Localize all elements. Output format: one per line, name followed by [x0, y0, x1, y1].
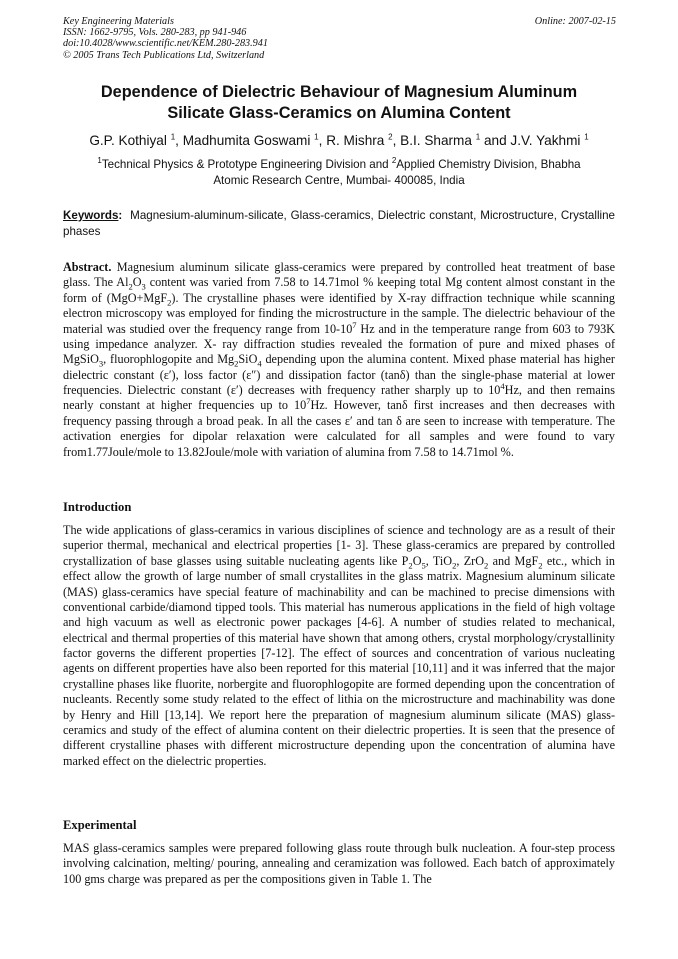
- author-list: [63, 132, 615, 149]
- abstract-text: , fluorophlogopite and Mg: [103, 352, 235, 367]
- intro-text: etc., which in effect allow the growth of large number of small crystallites in the glass matrix. Magnesium aluminum silicate (MAS) glass-ceramics have special feature of machinability and can be machined to precise dimensions with conventional carbide/diamond tipped tools. This material has numerous applications in the field of high voltage and high vacuum as well as electronic power packages [4-6]. A number of studies related to mechanical, electrical and thermal properties of this material have shown that among others, crystal morphology/crystallinity factor governs the different properties [7-12]. The effect of sources and concentration of various nucleating agents on different properties have also been reported for this material [10,11] and it was inferred that the major crystalline phases like fluorite, norbergite and fluorophlogopite are formed depending upon the concentration of nucleants. Recently some study related to the effect of lithia on the microstructure and machinability was done by Henry and Hill [13,14]. We report here the preparation of magnesium aluminum silicate (MAS) glass-ceramics and study of the effect of alumina content on their dielectric properties. It is seen that the presence of different crystalline phases with different microstructure depending upon the concentration of alumina have marked effect on the dielectric properties.: [63, 553, 616, 768]
- abstract-text: Hz. However, tanδ first increases and then decreases with frequency passing through a broad peak. In all the cases ε′ and tan δ are seen to increase with temperature. The activation energies for dipolar relaxation were calculated for all samples and were found to vary from1.77Joule/mole to 13.82Joule/mole with variation of alumina from 7.58 to 14.71mol %.: [63, 398, 615, 459]
- author-name: J.V. Yakhmi: [510, 133, 581, 148]
- author-affil-mark: 1: [475, 132, 481, 142]
- intro-text: O: [412, 553, 422, 568]
- online-date: Online: 2007-02-15: [534, 16, 616, 27]
- copyright-line: © 2005 Trans Tech Publications Ltd, Switzerland: [63, 49, 265, 61]
- paper-title: [63, 82, 615, 124]
- author-name: G.P. Kothiyal: [89, 133, 167, 148]
- affil-text-2: Applied Chemistry Division, Bhabha: [396, 158, 581, 171]
- doi-line: doi:10.4028/www.scientific.net/KEM.280-283.941: [63, 38, 268, 50]
- abstract-text: Hz and in the temperature range from 603 to 793K using impedance analyzer. X- ray diffraction studies revealed the formation of pure and mixed phases of MgSiO: [63, 321, 615, 367]
- abstract: [63, 260, 615, 460]
- subscript: 2: [167, 297, 172, 308]
- subscript: 2: [128, 281, 133, 292]
- introduction-heading: Introduction: [63, 500, 132, 514]
- subscript: 2: [234, 358, 239, 369]
- subscript: 5: [421, 560, 426, 571]
- subscript: 2: [408, 560, 413, 571]
- superscript: 4: [500, 380, 505, 391]
- superscript: 7: [352, 319, 357, 330]
- title-line-1: Dependence of Dielectric Behaviour of Magnesium Aluminum: [100, 83, 578, 101]
- author-separator: ,: [318, 133, 327, 148]
- keywords: [63, 208, 615, 239]
- introduction-body: [63, 523, 615, 769]
- experimental-text: MAS glass-ceramics samples were prepared following glass route through bulk nucleation. A four-step process involving calcination, melting/ pouring, annealing and ceramization was followed. Each batch of approximately 100 gms charge was prepared as per the compositions given in Table 1. The: [63, 841, 615, 886]
- intro-text: The wide applications of glass-ceramics in various disciplines of science and technology are as a result of their superior thermal, mechanical and electrical properties [1- 3]. These glass-ceramics are prepared by controlled crystallization of base glasses using suitable nucleating agents like P: [63, 523, 615, 568]
- title-line-2: Silicate Glass-Ceramics on Alumina Content: [167, 104, 511, 122]
- keywords-colon: :: [118, 209, 123, 222]
- abstract-text: content was varied from 7.58 to 14.71mol % keeping total Mg content almost constant in the form of (MgO+MgF: [63, 275, 615, 305]
- subscript: 3: [141, 281, 146, 292]
- author-separator: and: [480, 133, 511, 148]
- experimental-heading: Experimental: [63, 818, 137, 832]
- affil-mark-1: 1: [97, 156, 102, 166]
- author-affil-mark: 1: [170, 132, 176, 142]
- intro-text: and MgF: [488, 553, 539, 568]
- superscript: 7: [306, 396, 311, 407]
- affil-line-2: Atomic Research Centre, Mumbai- 400085, India: [213, 173, 465, 187]
- affil-mark-2: 2: [391, 156, 397, 166]
- experimental-body: [63, 841, 615, 887]
- author-affil-mark: 1: [314, 132, 319, 142]
- author-name: R. Mishra: [326, 133, 385, 148]
- abstract-text: Hz, and then remains nearly constant at higher frequencies up to 10: [63, 383, 615, 413]
- subscript: 2: [484, 560, 489, 571]
- intro-text: , ZrO: [456, 553, 485, 568]
- issn-line: ISSN: 1662-9795, Vols. 280-283, pp 941-946: [63, 27, 247, 39]
- abstract-text: O: [132, 275, 142, 290]
- journal-name: Key Engineering Materials: [63, 16, 174, 27]
- author-name: B.I. Sharma: [400, 133, 472, 148]
- subscript: 2: [452, 560, 457, 571]
- keywords-label: Keywords: [63, 209, 119, 222]
- subscript: 4: [257, 358, 262, 369]
- abstract-text: depending upon the alumina content. Mixed phase material has higher dielectric constant (ε′), loss factor (ε″) and dissipation factor (tanδ) than the single-phase material at lower frequencies. Dielectric constant (ε′) decreases with frequency rather sharply up to 10: [63, 352, 615, 397]
- abstract-text: SiO: [238, 352, 258, 367]
- affil-text-1: Technical Physics & Prototype Engineering Division and: [101, 158, 392, 171]
- keywords-text: Magnesium-aluminum-silicate, Glass-ceramics, Dielectric constant, Microstructure, Crystalline phases: [63, 209, 615, 238]
- abstract-text: ). The crystalline phases were identified by X-ray diffraction technique while scanning electron microscopy was employed for finding the microstructure in the sample. The dielectric behaviour of the material was studied over the frequency range from 10-10: [63, 290, 615, 336]
- author-separator: ,: [392, 133, 401, 148]
- subscript: 3: [98, 358, 104, 369]
- journal-header: [63, 16, 268, 61]
- author-affil-mark: 1: [584, 132, 589, 142]
- abstract-text: Magnesium aluminum silicate glass-ceramics were prepared by controlled heat treatment of base glass. The Al: [63, 260, 616, 290]
- subscript: 2: [538, 560, 543, 571]
- author-affil-mark: 2: [388, 132, 393, 142]
- intro-text: , TiO: [425, 553, 453, 568]
- affiliation: [63, 157, 615, 188]
- abstract-label: Abstract.: [63, 260, 112, 274]
- author-separator: ,: [175, 133, 183, 148]
- author-name: Madhumita Goswami: [182, 133, 311, 148]
